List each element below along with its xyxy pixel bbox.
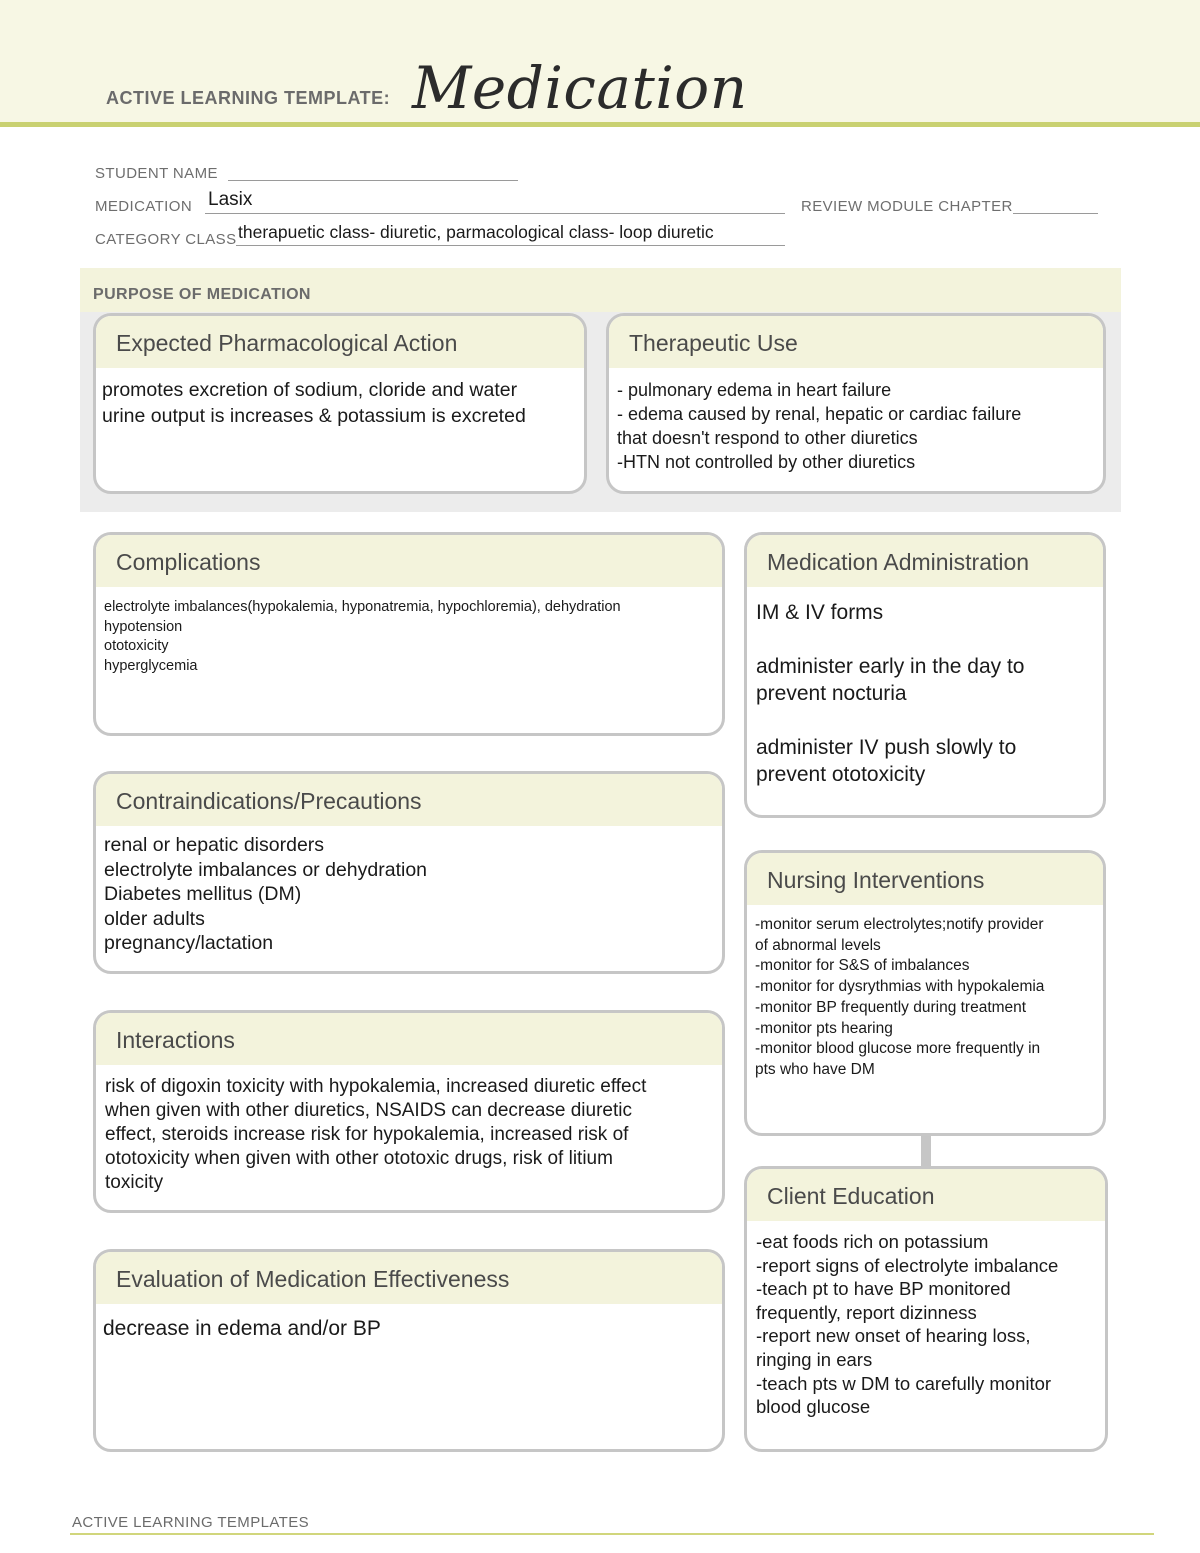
text-line: -monitor BP frequently during treatment <box>755 998 1027 1016</box>
medication-label: MEDICATION <box>95 198 193 215</box>
footer-rule <box>70 1533 1154 1535</box>
text-line: ototoxicity when given with other ototoxic drugs, risk of litium <box>105 1148 613 1169</box>
text-line: blood glucose <box>756 1396 871 1418</box>
text-line: prevent ototoxicity <box>756 763 926 786</box>
complications-heading: Complications <box>96 535 722 587</box>
text-line: -monitor blood glucose more frequently in <box>755 1040 1041 1058</box>
text-line: -report new onset of hearing loss, <box>756 1325 1031 1347</box>
text-line: -monitor for S&S of imbalances <box>755 957 970 975</box>
text-line: older adults <box>104 907 205 930</box>
text-line: risk of digoxin toxicity with hypokalemia, increased diuretic effect <box>105 1076 647 1097</box>
client-education-box <box>744 1166 1108 1452</box>
text-line: pts who have DM <box>755 1060 875 1078</box>
evaluation-text[interactable] <box>96 1304 722 1342</box>
review-module-field[interactable] <box>1013 213 1098 214</box>
interactions-box <box>93 1010 725 1213</box>
text-line: -monitor serum electrolytes;notify provider <box>755 916 1044 933</box>
text-line: -monitor for dysrythmias with hypokalemia <box>755 978 1045 996</box>
med-administration-text[interactable] <box>747 587 1103 788</box>
category-class-value: therapuetic class- diuretic, parmacological class- loop diuretic <box>238 222 714 242</box>
text-line: hyperglycemia <box>104 657 198 674</box>
text-line: -eat foods rich on potassium <box>756 1231 989 1252</box>
text-line: hypotension <box>104 618 183 635</box>
header-rule <box>0 122 1200 127</box>
expected-action-heading: Expected Pharmacological Action <box>96 316 584 368</box>
text-line: ringing in ears <box>756 1348 873 1370</box>
text-line: renal or hepatic disorders <box>104 834 325 856</box>
text-line: electrolyte imbalances(hypokalemia, hyponatremia, hypochloremia), dehydration <box>104 599 621 615</box>
therapeutic-use-box <box>606 313 1106 494</box>
evaluation-box <box>93 1249 725 1452</box>
therapeutic-use-heading: Therapeutic Use <box>609 316 1103 368</box>
client-education-heading: Client Education <box>747 1169 1105 1221</box>
text-line: decrease in edema and/or BP <box>103 1317 381 1340</box>
text-line <box>756 707 1097 734</box>
expected-action-text[interactable] <box>96 368 584 429</box>
text-line: - edema caused by renal, hepatic or cardiac failure <box>617 404 1022 424</box>
text-line: - pulmonary edema in heart failure <box>617 380 892 400</box>
text-line: electrolyte imbalances or dehydration <box>104 858 428 881</box>
med-administration-heading: Medication Administration <box>747 535 1103 587</box>
nursing-interventions-text[interactable] <box>747 905 1103 1081</box>
text-line: urine output is increases & potassium is excreted <box>102 405 526 427</box>
text-line: when given with other diuretics, NSAIDS can decrease diuretic <box>105 1100 632 1121</box>
purpose-title: PURPOSE OF MEDICATION <box>93 286 311 303</box>
client-education-text[interactable] <box>747 1221 1105 1419</box>
interactions-text[interactable] <box>96 1065 722 1195</box>
med-administration-box <box>744 532 1106 818</box>
medication-field[interactable] <box>205 213 785 214</box>
text-line: effect, steroids increase risk for hypokalemia, increased risk of <box>105 1124 629 1145</box>
text-line: -teach pt to have BP monitored <box>756 1278 1011 1300</box>
text-line: toxicity <box>105 1172 164 1193</box>
text-line: ototoxicity <box>104 638 169 654</box>
text-line: Diabetes mellitus (DM) <box>104 883 302 905</box>
complications-box <box>93 532 725 736</box>
text-line: that doesn't respond to other diuretics <box>617 428 918 448</box>
template-label: ACTIVE LEARNING TEMPLATE: <box>106 88 391 108</box>
text-line <box>756 626 1097 653</box>
therapeutic-use-text[interactable] <box>609 368 1103 474</box>
contraindications-heading: Contraindications/Precautions <box>96 774 722 826</box>
text-line: promotes excretion of sodium, cloride and water <box>102 379 518 401</box>
box-connector <box>921 1135 931 1166</box>
text-line: of abnormal levels <box>755 936 881 954</box>
text-line: administer early in the day to <box>756 655 1025 678</box>
medication-value: Lasix <box>208 189 253 210</box>
text-line: pregnancy/lactation <box>104 932 274 954</box>
text-line: administer IV push slowly to <box>756 736 1017 759</box>
template-title: Medication <box>412 54 748 122</box>
student-name-label: STUDENT NAME <box>95 165 218 182</box>
review-module-label: REVIEW MODULE CHAPTER <box>801 198 1013 215</box>
nursing-interventions-heading: Nursing Interventions <box>747 853 1103 905</box>
category-class-field[interactable] <box>236 245 785 246</box>
contraindications-box <box>93 771 725 974</box>
student-name-field[interactable] <box>228 180 518 181</box>
evaluation-heading: Evaluation of Medication Effectiveness <box>96 1252 722 1304</box>
complications-text[interactable] <box>96 587 722 676</box>
text-line: -monitor pts hearing <box>755 1019 893 1037</box>
text-line: frequently, report dizinness <box>756 1301 977 1323</box>
nursing-interventions-box <box>744 850 1106 1136</box>
footer-label: ACTIVE LEARNING TEMPLATES <box>72 1514 309 1531</box>
contraindications-text[interactable] <box>96 826 722 956</box>
text-line: prevent nocturia <box>756 682 907 705</box>
interactions-heading: Interactions <box>96 1013 722 1065</box>
expected-action-box <box>93 313 587 494</box>
category-class-label: CATEGORY CLASS <box>95 231 237 248</box>
text-line: -report signs of electrolyte imbalance <box>756 1254 1059 1276</box>
text-line: -HTN not controlled by other diuretics <box>617 452 916 472</box>
text-line: -teach pts w DM to carefully monitor <box>756 1372 1052 1394</box>
text-line: IM & IV forms <box>756 601 884 624</box>
